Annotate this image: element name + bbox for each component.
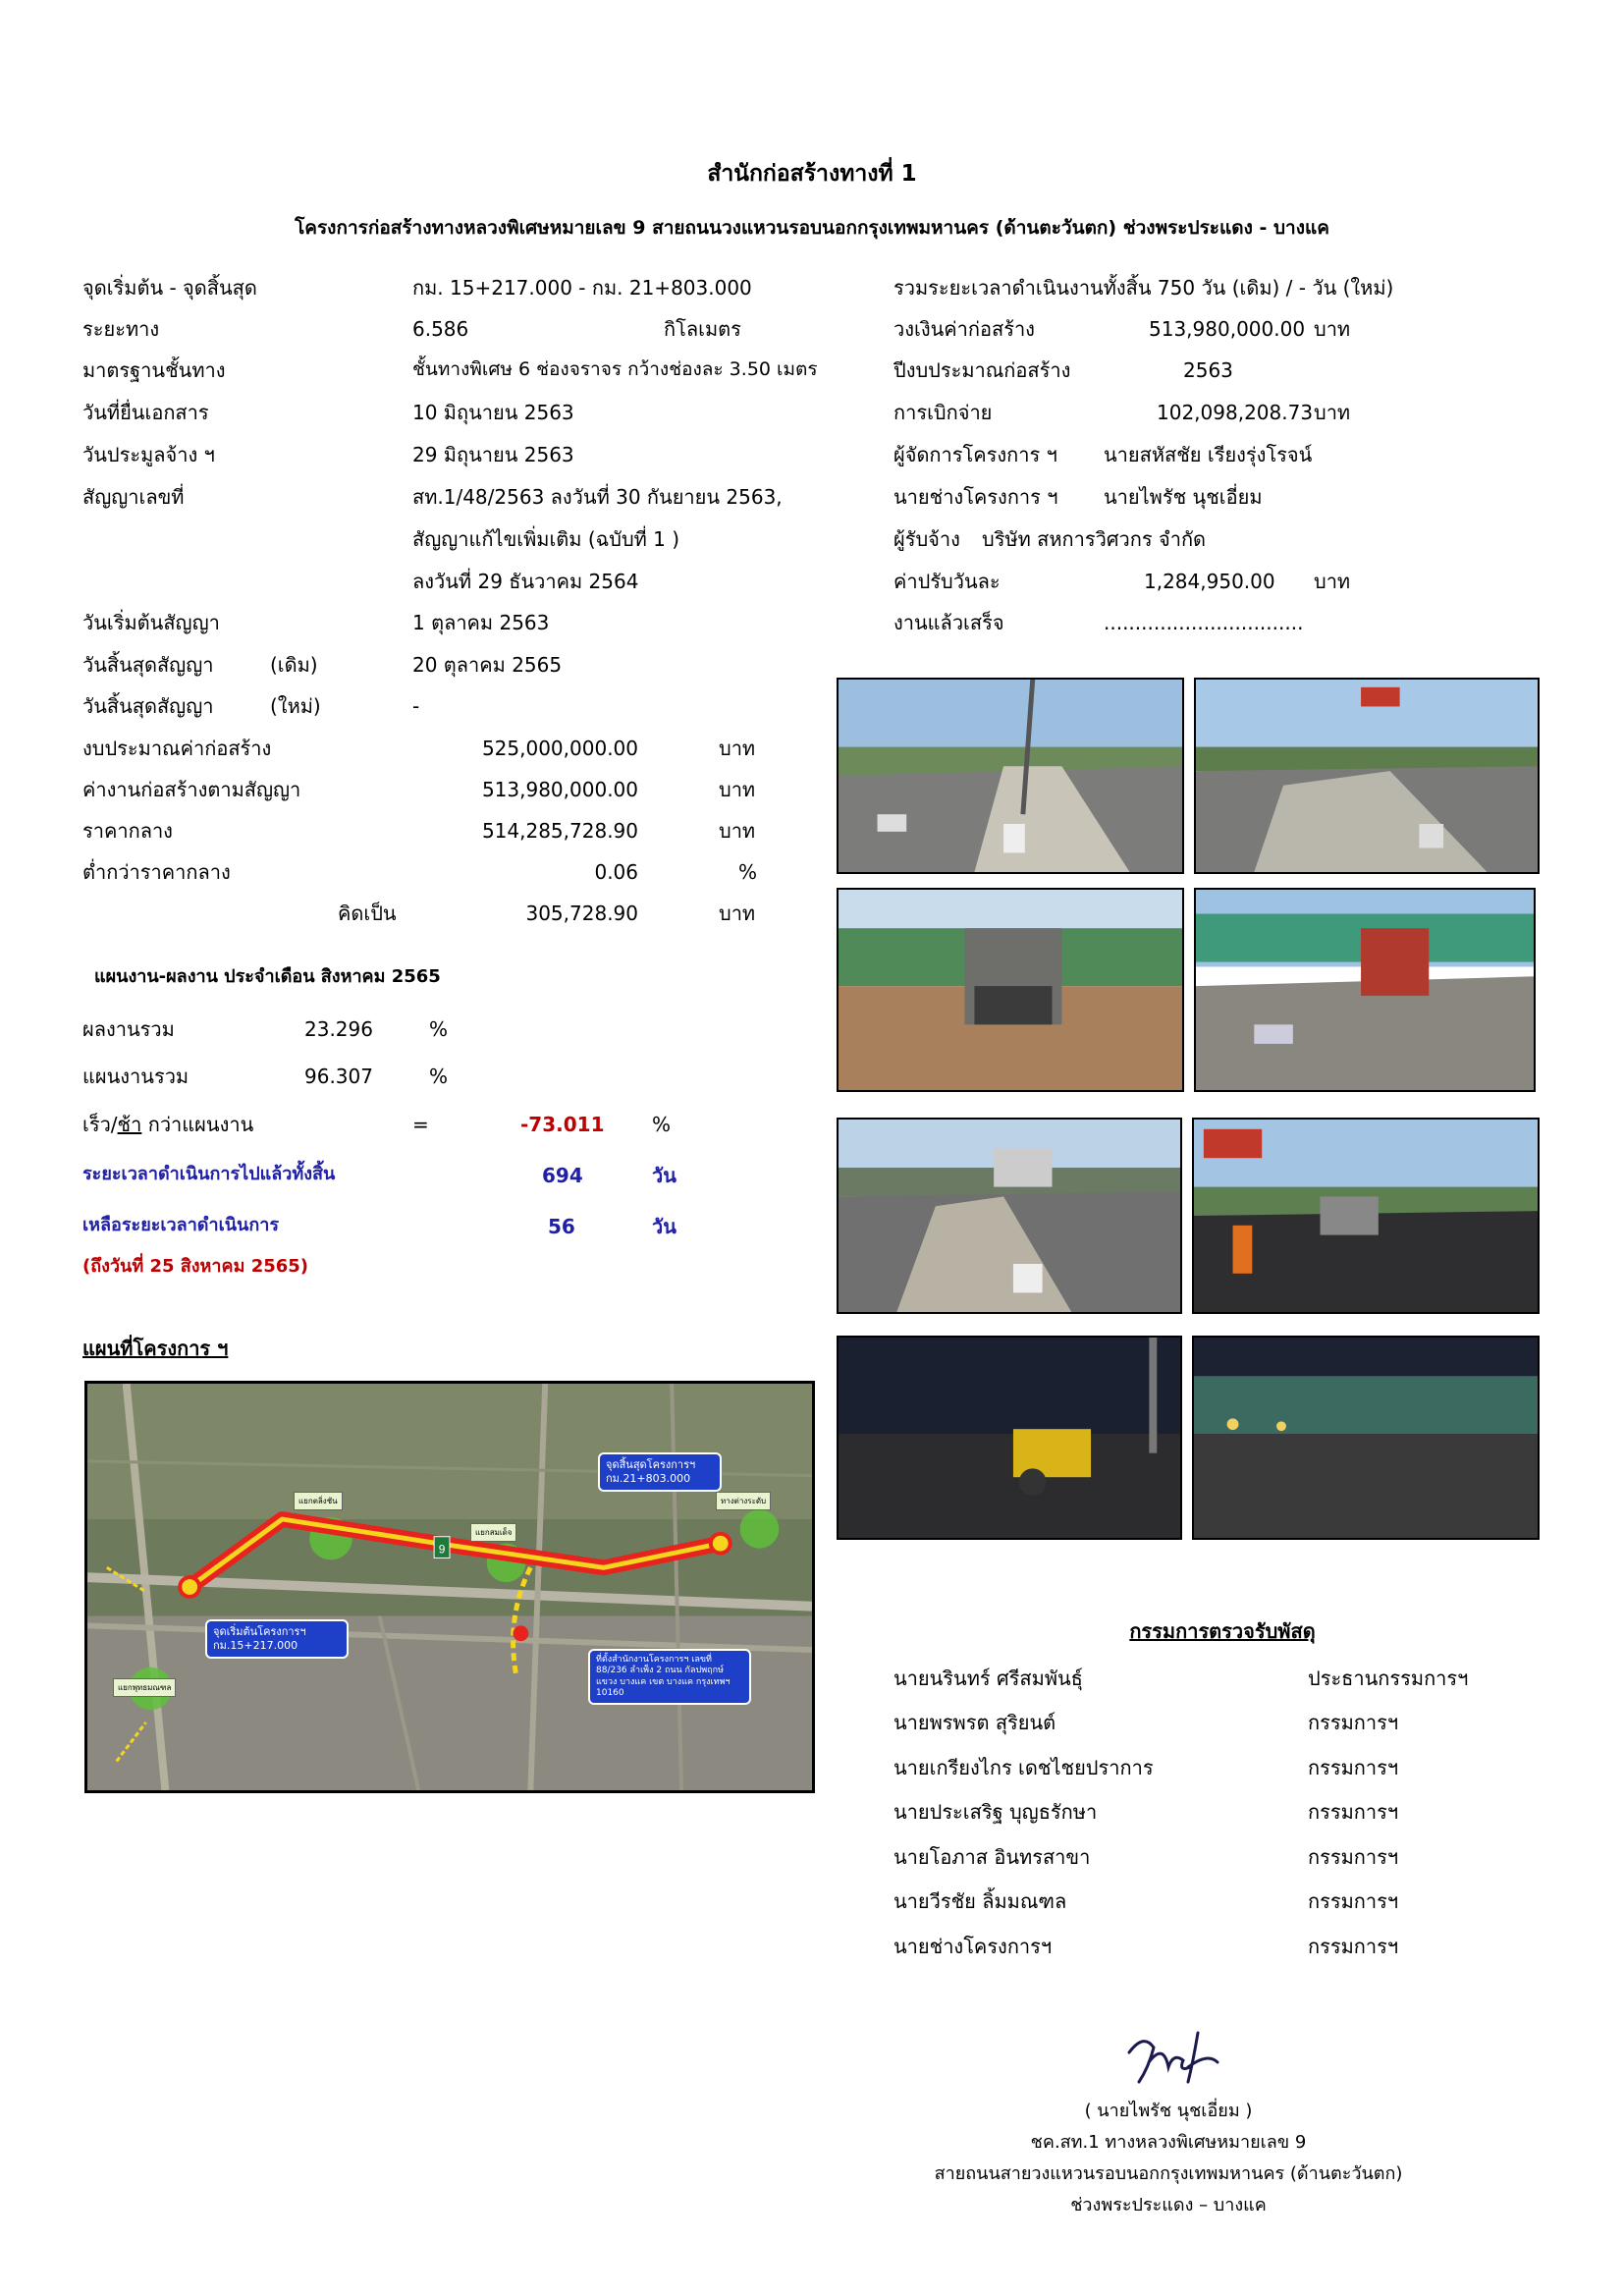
disbursement-label: การเบิกจ่าย [893,401,993,424]
committee-member-name: นายเกรียงไกร เดชไชยปราการ [893,1756,1154,1779]
committee-member-role: กรรมการฯ [1308,1756,1399,1779]
diff-label [82,1114,253,1135]
contract-line2: สัญญาแก้ไขเพิ่มเติม (ฉบับที่ 1 ) [412,527,680,551]
map-title: แผนที่โครงการ ฯ [82,1337,229,1360]
committee-member-name: นายโอภาส อินทรสาขา [893,1845,1091,1869]
diff-label-slow: ช้า [117,1113,142,1136]
finance-unit: บาท [719,819,756,843]
signature-position-2: สายถนนสายวงแหวนรอบนอกกรุงเทพมหานคร (ด้านตะวันตก) [934,2163,1403,2184]
budget-amount-value: 513,980,000.00 [1149,317,1306,341]
budget-amount-label: วงเงินค่าก่อสร้าง [893,317,1035,341]
map-office-label: ที่ตั้งสำนักงานโครงการฯ เลขที่ 88/236 ลำเพ็ง 2 ถนน กัลปพฤกษ์ แขวง บางแค เขต บางแค กรุงเทพฯ 10160 [588,1649,751,1705]
diff-label-rest: กว่าแผนงาน [141,1113,254,1136]
diff-value: -73.011 [520,1113,605,1136]
map-satellite [87,1384,812,1790]
finance-label: ต่ำกว่าราคากลาง [82,860,231,884]
actual-unit: % [429,1017,449,1041]
distance-value: 6.586 [412,317,469,341]
standard-value: ชั้นทางพิเศษ 6 ช่องจราจร กว้างช่องละ 3.50 เมตร [412,358,818,380]
disbursement-unit: บาท [1314,401,1351,424]
submit-date-value: 10 มิถุนายน 2563 [412,401,574,424]
project-title: โครงการก่อสร้างทางหลวงพิเศษหมายเลข 9 สายถนนวงแหวนรอบนอกกรุงเทพมหานคร (ด้านตะวันตก) ช่วงพระประแดง - บางแค [295,217,1329,239]
engineer-label: นายช่างโครงการ ฯ [893,485,1058,509]
office-title: สำนักก่อสร้างทางที่ 1 [707,161,917,187]
site-photo [1194,678,1540,874]
manager-value: นายสหัสชัย เรียงรุ่งโรจน์ [1104,443,1313,466]
contract-end-old-value: 20 ตุลาคม 2565 [412,653,563,677]
committee-member-role: กรรมการฯ [1308,1889,1399,1913]
committee-member-role: ประธานกรรมการฯ [1308,1667,1469,1690]
committee-member-role: กรรมการฯ [1308,1800,1399,1824]
contract-line1: สท.1/48/2563 ลงวันที่ 30 กันยายน 2563, [412,485,783,509]
as-of-date: (ถึงวันที่ 25 สิงหาคม 2565) [82,1256,309,1277]
committee-member-role: กรรมการฯ [1308,1711,1399,1734]
site-photo [837,678,1184,874]
elapsed-unit: วัน [652,1164,677,1187]
contractor-value: บริษัท สหการวิศวกร จำกัด [982,527,1207,551]
plan-label: แผนงานรวม [82,1065,189,1088]
site-photo [837,888,1184,1092]
fine-label: ค่าปรับวันละ [893,570,1001,593]
elapsed-label: ระยะเวลาดำเนินการไปแล้วทั้งสิ้น [82,1164,336,1184]
contractor-label: ผู้รับจ้าง [893,527,960,551]
fine-unit: บาท [1314,570,1351,593]
finance-unit: บาท [719,737,756,760]
remaining-label: เหลือระยะเวลาดำเนินการ [82,1215,280,1235]
contract-end-new-value: - [412,694,420,718]
contract-end-new-tag: (ใหม่) [270,694,321,718]
route-number: 9 [438,1542,446,1557]
contract-start-label: วันเริ่มต้นสัญญา [82,611,220,634]
finance-value: 514,285,728.90 [481,819,638,843]
map-end-label: จุดสิ้นสุดโครงการฯ กม.21+803.000 [598,1452,722,1492]
site-photo [1192,1118,1540,1314]
finance-value: 0.06 [594,860,638,884]
project-map [84,1381,815,1793]
site-photo [837,1118,1182,1314]
distance-label: ระยะทาง [82,317,160,341]
committee-member-name: นายช่างโครงการฯ [893,1935,1053,1958]
contract-end-old-label: วันสิ้นสุดสัญญา [82,653,214,677]
progress-title: แผนงาน-ผลงาน ประจำเดือน สิงหาคม 2565 [94,966,441,987]
finance-total-label: คิดเป็น [338,902,397,925]
completed-value: ................................ [1104,611,1304,634]
contract-start-value: 1 ตุลาคม 2563 [412,611,550,634]
finance-total-value: 305,728.90 [525,902,638,925]
contract-end-new-label: วันสิ้นสุดสัญญา [82,694,214,718]
actual-value: 23.296 [304,1017,373,1041]
committee-member-role: กรรมการฯ [1308,1845,1399,1869]
signature-mark [1119,2023,1227,2092]
finance-label: ราคากลาง [82,819,173,843]
contract-label: สัญญาเลขที่ [82,485,185,509]
committee-member-name: นายประเสริฐ บุญธรักษา [893,1800,1098,1824]
budget-amount-unit: บาท [1314,317,1351,341]
map-pin-icon [180,1577,199,1597]
submit-date-label: วันที่ยื่นเอกสาร [82,401,209,424]
signature-position-1: ชค.สท.1 ทางหลวงพิเศษหมายเลข 9 [1030,2132,1307,2153]
site-photo [1192,1336,1540,1540]
bid-date-value: 29 มิถุนายน 2563 [412,443,574,466]
finance-value: 525,000,000.00 [481,737,638,760]
map-green-label: แยกสมเด็จ [470,1523,516,1542]
actual-label: ผลงานรวม [82,1017,175,1041]
finance-label: ค่างานก่อสร้างตามสัญญา [82,778,301,801]
signature-position-3: ช่วงพระประแดง – บางแค [1070,2195,1267,2215]
map-green-label: ทางต่างระดับ [716,1492,771,1510]
plan-unit: % [429,1065,449,1088]
map-start-label: จุดเริ่มต้นโครงการฯ กม.15+217.000 [205,1619,349,1659]
contract-end-old-tag: (เดิม) [270,653,318,677]
manager-label: ผู้จัดการโครงการ ฯ [893,443,1057,466]
contract-line3: ลงวันที่ 29 ธันวาคม 2564 [412,570,639,593]
plan-value: 96.307 [304,1065,373,1088]
signature-name: ( นายไพรัช นุชเอี่ยม ) [1084,2101,1253,2121]
fiscal-year-value: 2563 [1183,358,1233,382]
committee-member-name: นายนรินทร์ ศรีสมพันธุ์ [893,1667,1083,1690]
finance-label: งบประมาณค่าก่อสร้าง [82,737,272,760]
committee-member-role: กรรมการฯ [1308,1935,1399,1958]
map-green-label: แยกพุทธมณฑล [113,1678,176,1697]
map-green-label: แยกตลิ่งชัน [294,1492,343,1510]
diff-eq: = [412,1113,429,1136]
start-end-label: จุดเริ่มต้น - จุดสิ้นสุด [82,276,257,300]
committee-member-name: นายวีรชัย ลิ้มมณฑล [893,1889,1067,1913]
finance-total-unit: บาท [719,902,756,925]
standard-label: มาตรฐานชั้นทาง [82,358,226,382]
site-photo [1194,888,1536,1092]
remaining-unit: วัน [652,1215,677,1238]
finance-value: 513,980,000.00 [481,778,638,801]
finance-unit: บาท [719,778,756,801]
duration-text: รวมระยะเวลาดำเนินงานทั้งสิ้น 750 วัน (เดิม) / - วัน (ใหม่) [893,276,1394,300]
fine-value: 1,284,950.00 [1144,570,1275,593]
elapsed-value: 694 [542,1164,583,1187]
finance-unit: % [738,860,758,884]
diff-label-fast: เร็ว/ [82,1113,118,1136]
site-photo [837,1336,1182,1540]
remaining-value: 56 [548,1215,575,1238]
disbursement-value: 102,098,208.73 [1157,401,1314,424]
distance-unit: กิโลเมตร [664,317,741,341]
committee-member-name: นายพรพรต สุริยนต์ [893,1711,1056,1734]
completed-label: งานแล้วเสร็จ [893,611,1004,634]
diff-unit: % [652,1113,672,1136]
engineer-value: นายไพรัช นุชเอี่ยม [1104,485,1263,509]
bid-date-label: วันประมูลจ้าง ฯ [82,443,215,466]
fiscal-year-label: ปีงบประมาณก่อสร้าง [893,358,1071,382]
start-end-value: กม. 15+217.000 - กม. 21+803.000 [412,276,752,300]
committee-title: กรรมการตรวจรับพัสดุ [1129,1619,1316,1643]
